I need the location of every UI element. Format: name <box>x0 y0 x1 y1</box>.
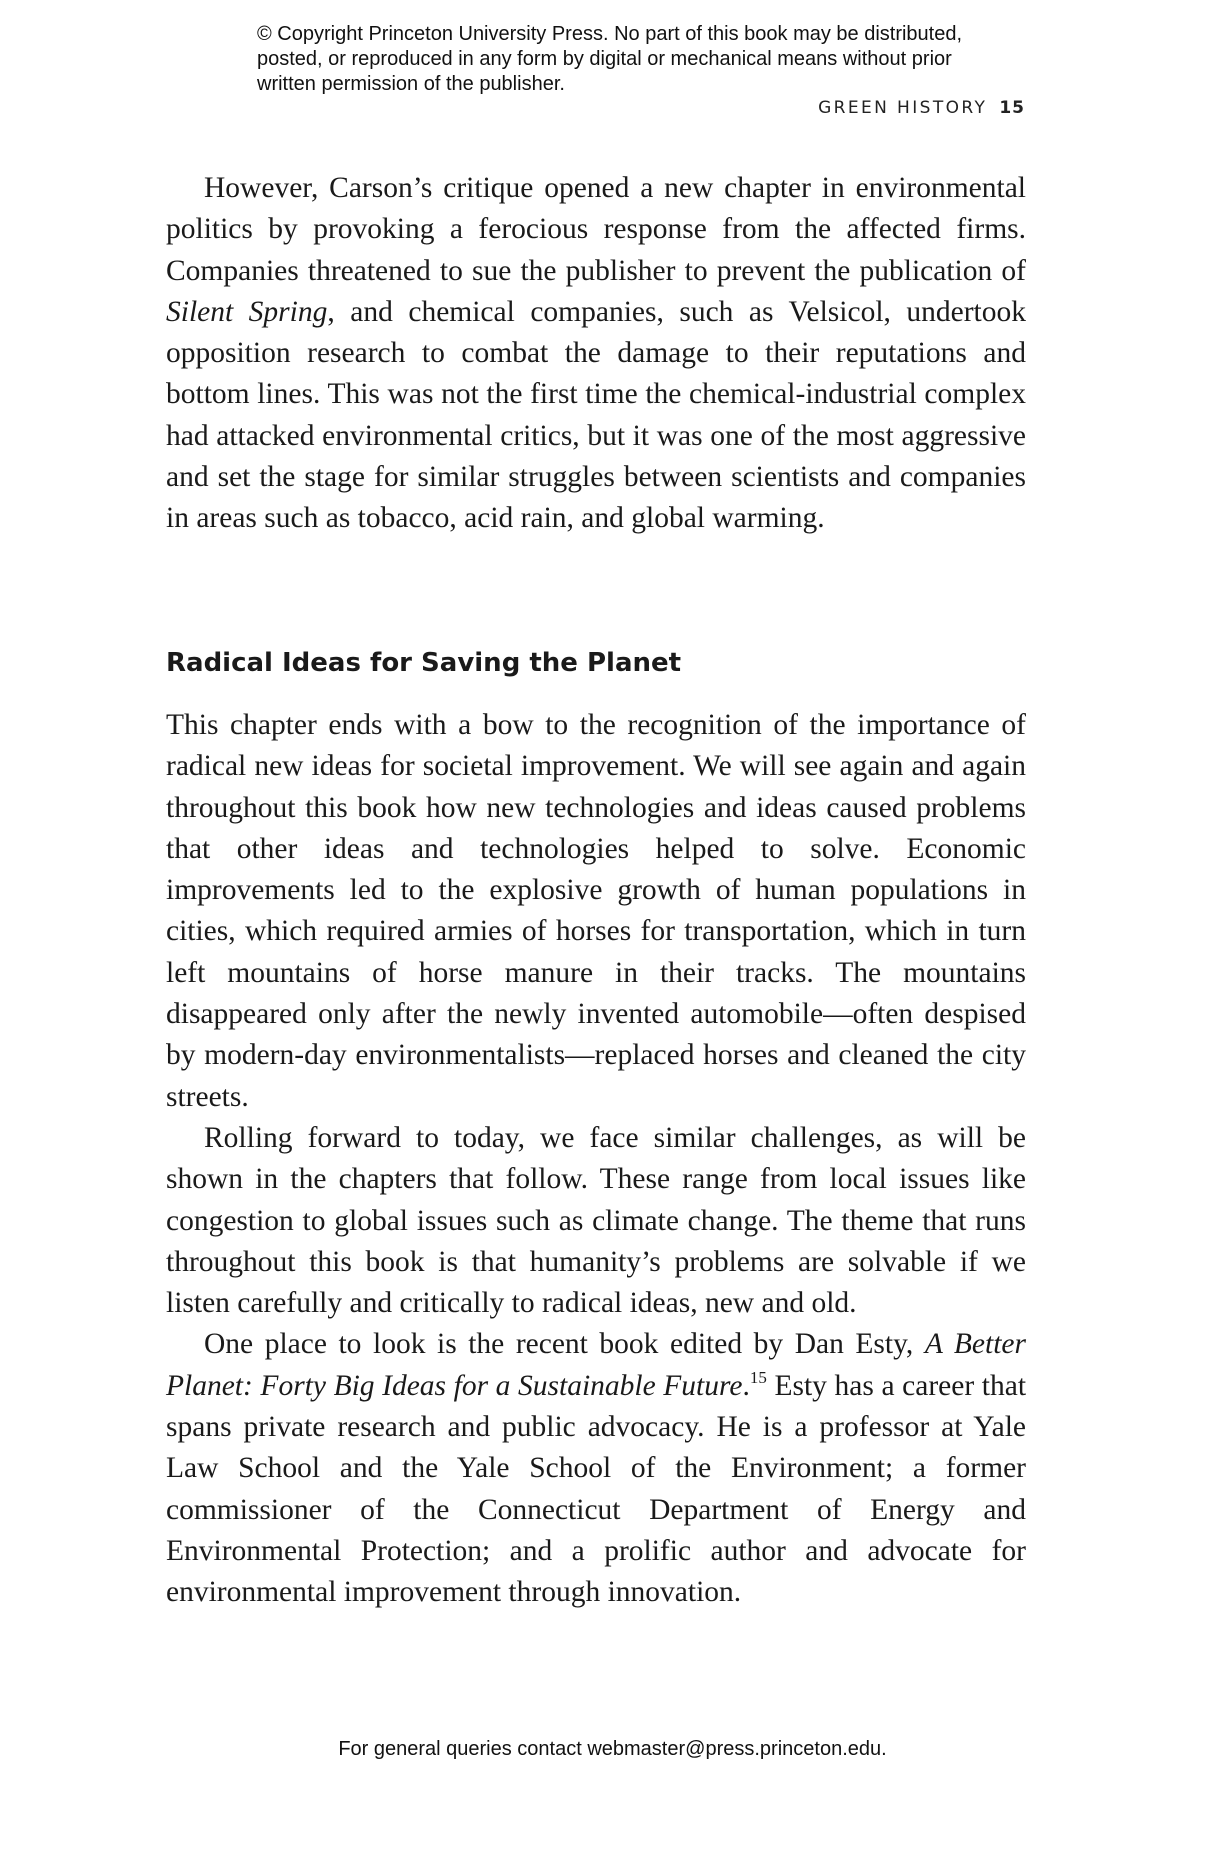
paragraph-text: One place to look is the recent book edited by Dan Esty, <box>204 1328 925 1361</box>
book-title: Silent Spring <box>166 295 328 328</box>
body-text-section-1 <box>166 168 1026 540</box>
paragraph <box>166 1324 1026 1613</box>
paragraph: This chapter ends with a bow to the recognition of the importance of radical new ideas for societal improvement. We will see again and again throughout this book how new technologies and ideas caused problems that other ideas and technologies helped to solve. Economic improvements led to the explosive growth of human populations in cities, which required armies of horses for transportation, which in turn left mountains of horse manure in their tracks. The mountains disappeared only after the newly invented automobile—often despised by modern-day environmentalists—replaced horses and cleaned the city streets. <box>166 709 1026 1113</box>
copyright-notice: © Copyright Princeton University Press. No part of this book may be distributed, posted, or reproduced in any form by digital or mechanical means without prior written permission of the publisher. <box>257 23 963 95</box>
footnote-marker[interactable]: 15 <box>749 1367 767 1387</box>
paragraph-text: , and chemical companies, such as Velsicol, undertook opposition research to combat the damage to their reputations and bottom lines. This was not the first time the chemical-industrial complex had attacked environmental critics, but it was one of the most aggressive and set the stage for similar struggles between scientists and companies in areas such as tobacco, acid rain, and global warming. <box>166 295 1027 535</box>
book-title: A Better Planet: Forty Big Ideas for a Sustainable Future <box>166 1328 1026 1402</box>
running-head <box>818 98 1025 118</box>
running-head-title: GREEN HISTORY <box>818 98 988 118</box>
section-heading: Radical Ideas for Saving the Planet <box>166 648 682 678</box>
page-number: 15 <box>999 98 1025 118</box>
paragraph-text: However, Carson’s critique opened a new chapter in environmental politics by provoking a ferocious response from the affected firms. Companies threatened to sue the publisher to prevent the publication of <box>166 172 1026 287</box>
body-text-section-2 <box>166 705 1026 1614</box>
paragraph: Rolling forward to today, we face similar challenges, as will be shown in the chapters that follow. These range from local issues like congestion to global issues such as climate change. The theme that runs throughout this book is that humanity’s problems are solvable if we listen carefully and critically to radical ideas, new and old. <box>166 1121 1026 1320</box>
paragraph <box>166 168 1026 540</box>
footer-contact: For general queries contact webmaster@press.princeton.edu. <box>338 1738 887 1760</box>
paragraph-text: . <box>742 1369 750 1402</box>
paragraph-text: Esty has a career that spans private research and public advocacy. He is a professor at Yale Law School and the Yale School of the Environment; a former commissioner of the Connecticut Department of Energy and Environmental Protection; and a prolific author and advocate for environmental improvement through innovation. <box>166 1369 1027 1609</box>
